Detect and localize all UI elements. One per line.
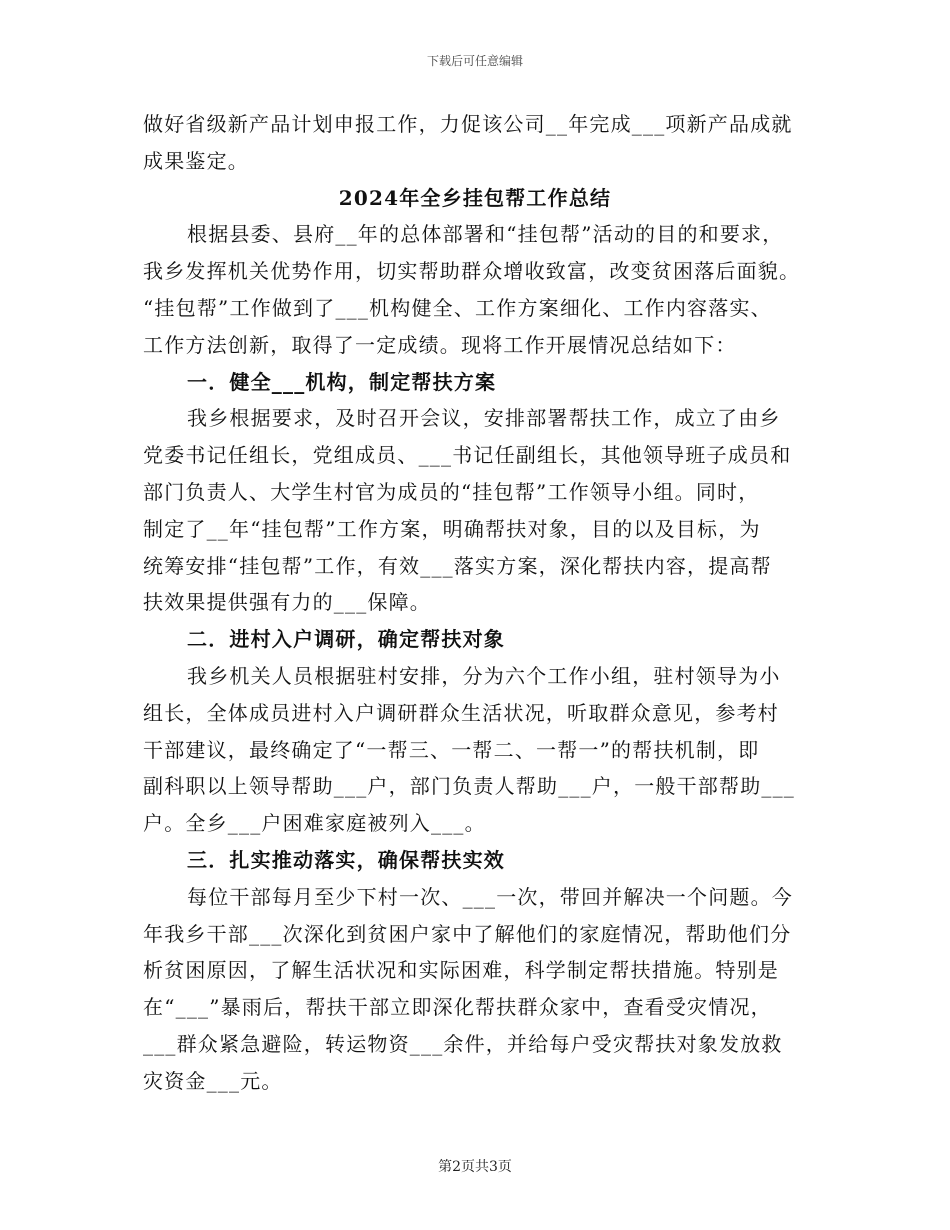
document-title: 2024年全乡挂包帮工作总结 <box>338 185 612 210</box>
section-heading: 一．健全___机构，制定帮扶方案 <box>187 369 497 394</box>
body-line: 副科职以上领导帮助___户，部门负责人帮助___户，一般干部帮助___ <box>143 774 795 799</box>
body-line: 在“___”暴雨后，帮扶干部立即深化帮扶群众家中，查看受灾情况， <box>143 995 772 1020</box>
body-line: “挂包帮”工作做到了___机构健全、工作方案细化、工作内容落实、 <box>143 295 772 320</box>
document-body <box>143 106 807 1100</box>
body-line: 制定了__年“挂包帮”工作方案，明确帮扶对象，目的以及目标，为 <box>143 516 761 541</box>
body-line: 做好省级新产品计划申报工作，力促该公司__年完成___项新产品成就 <box>143 112 793 136</box>
body-line: 部门负责人、大学生村官为成员的“挂包帮”工作领导小组。同时， <box>143 479 760 504</box>
body-line: 党委书记任组长，党组成员、___书记任副组长，其他领导班子成员和 <box>143 443 792 468</box>
body-line: 成果鉴定。 <box>143 148 249 173</box>
body-line: 灾资金___元。 <box>143 1068 283 1093</box>
section-heading: 二．进村入户调研，确定帮扶对象 <box>187 627 505 652</box>
body-line: 扶效果提供强有力的___保障。 <box>143 590 431 615</box>
page-footer: 第2页共3页 <box>438 1159 512 1175</box>
body-line: 年我乡干部___次深化到贫困户家中了解他们的家庭情况，帮助他们分 <box>143 921 792 946</box>
body-line: 干部建议，最终确定了“一帮三、一帮二、一帮一”的帮扶机制，即 <box>143 737 760 762</box>
body-line: 我乡发挥机关优势作用，切实帮助群众增收致富，改变贫困落后面貌。 <box>143 259 801 284</box>
body-line: ___群众紧急避险，转运物资___余件，并给每户受灾帮扶对象发放救 <box>143 1031 783 1056</box>
section-heading: 三．扎实推动落实，确保帮扶实效 <box>187 847 505 872</box>
body-line: 工作方法创新，取得了一定成绩。现将工作开展情况总结如下： <box>143 332 737 357</box>
paragraph-first-line: 每位干部每月至少下村一次、___一次，带回并解决一个问题。今 <box>187 884 793 909</box>
paragraph-first-line: 根据县委、县府__年的总体部署和“挂包帮”活动的目的和要求， <box>187 222 784 247</box>
body-line: 统筹安排“挂包帮”工作，有效___落实方案，深化帮扶内容，提高帮 <box>143 553 772 578</box>
body-line: 组长，全体成员进村入户调研群众生活状况，听取群众意见，参考村 <box>143 700 779 725</box>
paragraph-first-line: 我乡根据要求，及时召开会议，安排部署帮扶工作，成立了由乡 <box>187 406 781 431</box>
page-header: 下载后可任意编辑 <box>426 54 523 68</box>
body-line: 户。全乡___户困难家庭被列入___。 <box>143 811 486 836</box>
paragraph-first-line: 我乡机关人员根据驻村安排，分为六个工作小组，驻村领导为小 <box>187 663 781 688</box>
body-line: 析贫困原因，了解生活状况和实际困难，科学制定帮扶措施。特别是 <box>143 958 779 983</box>
